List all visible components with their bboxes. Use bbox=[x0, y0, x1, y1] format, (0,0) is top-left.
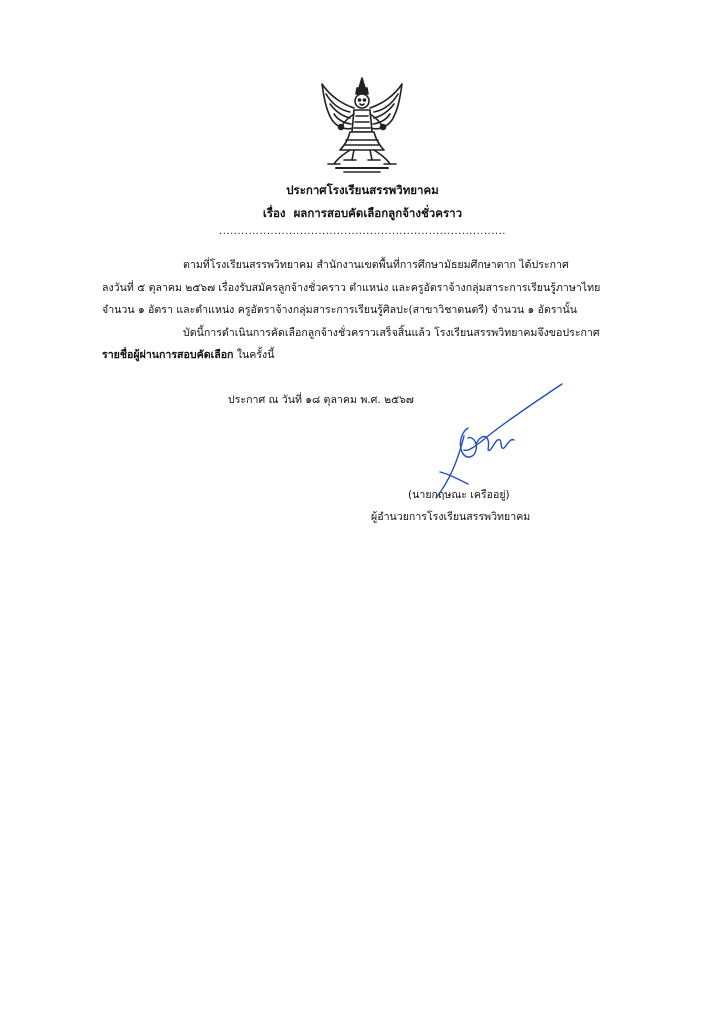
subject-label: เรื่อง bbox=[262, 206, 286, 220]
subject-text: ผลการสอบคัดเลือกลูกจ้างชั่วคราว bbox=[293, 206, 463, 220]
body-line-5 bbox=[102, 346, 274, 363]
signer-position: ผู้อำนวยการโรงเรียนสรรพวิทยาคม bbox=[371, 511, 531, 523]
body-line-4: บัดนี้การดำเนินการคัดเลือกลูกจ้างชั่วคราวเสร็จสิ้นแล้ว โรงเรียนสรรพวิทยาคมจึงขอประกาศ bbox=[183, 327, 600, 339]
signer-name: (นายกฤษณะ เครืออยู่) bbox=[408, 489, 510, 501]
garuda-emblem-icon bbox=[314, 74, 410, 178]
body-line-5-bold: รายชื่อผู้ผ่านการสอบคัดเลือก bbox=[102, 349, 234, 361]
separator-line: .............................................................................. bbox=[219, 226, 506, 237]
announcement-date: ประกาศ ณ วันที่ ๑๘ ตุลาคม พ.ศ. ๒๕๖๗ bbox=[228, 394, 414, 406]
announcement-title: ประกาศโรงเรียนสรรพวิทยาคม bbox=[286, 183, 439, 197]
announcement-subject bbox=[0, 205, 725, 223]
body-line-1: ตามที่โรงเรียนสรรพวิทยาคม สำนักงานเขตพื้นที่การศึกษามัธยมศึกษาตาก ได้ประกาศ bbox=[183, 259, 569, 271]
body-line-5-rest: ในครั้งนี้ bbox=[233, 349, 275, 361]
body-line-3: จำนวน ๑ อัตรา และตำแหน่ง ครูอัตราจ้างกลุ่มสาระการเรียนรู้ศิลปะ(สาขาวิชาดนตรี) จำนวน ๑ อัตรานั้น bbox=[102, 304, 577, 316]
body-line-2: ลงวันที่ ๕ ตุลาคม ๒๕๖๗ เรื่องรับสมัครลูกจ้างชั่วคราว ตำแหน่ง และครูอัตราจ้างกลุ่มสาระการเรียนรู้ภาษาไทย bbox=[102, 282, 601, 294]
